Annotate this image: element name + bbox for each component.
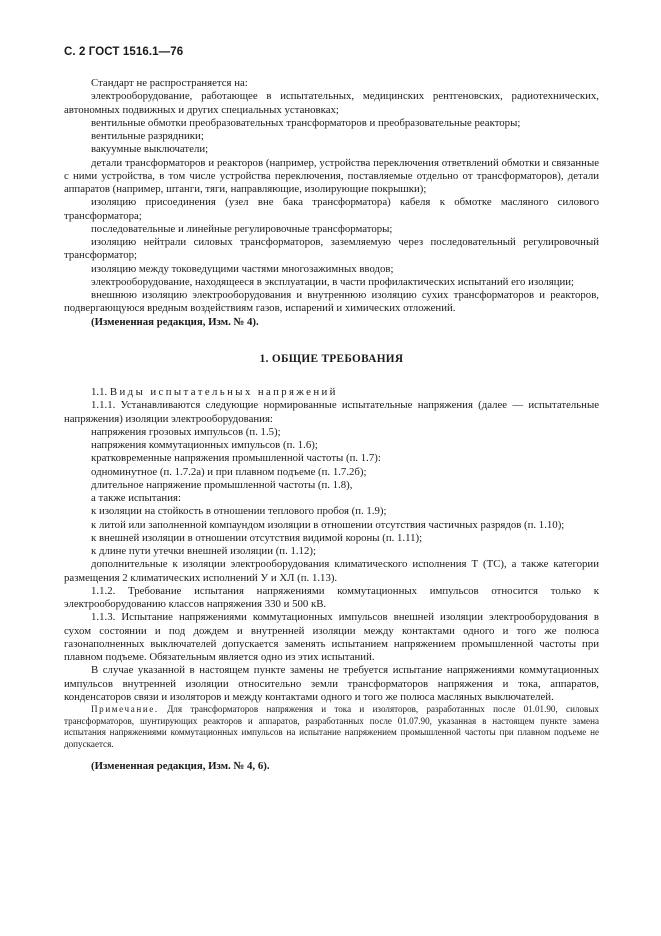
body-paragraph: В случае указанной в настоящем пункте замены не требуется испытание напряжениями коммутационных импульсов внутренней изоляции относительно земли трансформаторов напряжения и тока, аппаратов, конденсаторов связи и изоляторов и между контактами одного и того же полюса масляных выключателей. xyxy=(64,664,599,703)
section-title: 1. ОБЩИЕ ТРЕБОВАНИЯ xyxy=(259,352,404,365)
body-paragraph: кратковременные напряжения промышленной частоты (п. 1.7): xyxy=(91,452,381,465)
body-paragraph: к длине пути утечки внешней изоляции (п. 1.12); xyxy=(91,545,316,557)
intro-paragraph: детали трансформаторов и реакторов (например, устройства переключения ответвлений обмотки и связанные с ними устройства, в том числе устройства переключения, поставляемые отдельно от трансформаторов), детали аппаратов (например, штанги, тяги, направляющие, изолирующие покрышки); xyxy=(64,156,599,195)
intro-paragraph: изоляцию нейтрали силовых трансформаторов, заземляемую через последовательный регулировочный трансформатор; xyxy=(64,236,599,262)
intro-paragraph: электрооборудование, находящееся в эксплуатации, в части профилактических испытаний его изоляции; xyxy=(91,275,575,288)
intro-paragraph: вентильные разрядники; xyxy=(91,130,204,142)
page-header: С. 2 ГОСТ 1516.1—76 xyxy=(64,46,184,58)
subsection-heading xyxy=(64,386,599,399)
body-paragraph: а также испытания: xyxy=(91,492,181,504)
body-paragraph: к литой или заполненной компаундом изоляции в отношении отсутствия частичных разрядов (п. 1.10); xyxy=(91,518,565,531)
intro-paragraph: Стандарт не распространяется на: xyxy=(91,77,248,89)
body-paragraph: 1.1.3. Испытание напряжениями коммутационных импульсов внешней изоляции электрооборудования в сухом состоянии и под дождем и внутренней изоляции между контактами одного и того же полюса газонаполненных выключателей допускается заменять испытанием напряжением промышленной частоты при плавном подъеме. Обязательным является одно из этих испытаний. xyxy=(64,611,599,663)
intro-paragraph: изоляцию между токоведущими частями многозажимных вводов; xyxy=(91,262,394,275)
note-label: Примечание. xyxy=(91,704,159,714)
note-paragraph xyxy=(64,704,599,750)
body-paragraph: 1.1.1. Устанавливаются следующие нормированные испытательные напряжения (далее — испытательные напряжения) изоляции электрооборудования: xyxy=(64,399,599,425)
body-paragraph: дополнительные к изоляции электрооборудования климатического исполнения Т (ТС), а также категории размещения 2 климатических исполнений У и ХЛ (п. 1.13). xyxy=(64,558,599,584)
intro-paragraph: вентильные обмотки преобразовательных трансформаторов и преобразовательные реакторы; xyxy=(91,116,521,129)
body-paragraph: напряжения коммутационных импульсов (п. 1.6); xyxy=(91,439,318,451)
subsection-title: Виды испытательных напряжений xyxy=(109,386,338,398)
body-paragraph: одноминутное (п. 1.7.2а) и при плавном подъеме (п. 1.7.2б); xyxy=(91,465,367,478)
subsection-number: 1.1. xyxy=(91,386,108,398)
page-content xyxy=(64,77,599,773)
intro-paragraph: электрооборудование, работающее в испытательных, медицинских рентгеновских, радиотехнических, автономных подвижных и других специальных установках; xyxy=(64,90,599,116)
body-paragraph: 1.1.2. Требование испытания напряжениями коммутационных импульсов относится только к электрооборудованию классов напряжения 330 и 500 кВ. xyxy=(64,584,599,610)
intro-paragraph: вакуумные выключатели; xyxy=(91,143,209,156)
intro-paragraph: внешнюю изоляцию электрооборудования и внутреннюю изоляцию сухих трансформаторов и реакторов, подвергающуюся вредным воздействиям газов, испарений и химических отложений. xyxy=(64,289,599,315)
edit-note: (Измененная редакция, Изм. № 4). xyxy=(91,315,259,328)
body-paragraph: к изоляции на стойкость в отношении теплового пробоя (п. 1.9); xyxy=(91,505,387,518)
body-paragraph: к внешней изоляции в отношении отсутствия видимой короны (п. 1.11); xyxy=(91,531,423,544)
note-text: Для трансформаторов напряжения и тока и изоляторов, разработанных после 01.01.90, силовых трансформаторов, шунтирующих реакторов и аппаратов, разработанных после 01.07.90, указанная в настоящем пункте замена испытания напряжениями коммутационных импульсов на испытание напряжением промышленной частоты при плавном подъеме не допускается. xyxy=(64,704,599,749)
body-paragraph: длительное напряжение промышленной частоты (п. 1.8), xyxy=(91,478,353,491)
final-edit-note: (Измененная редакция, Изм. № 4, 6). xyxy=(91,760,270,772)
intro-paragraph: изоляцию присоединения (узел вне бака трансформатора) кабеля к обмотке масляного силового трансформатора; xyxy=(64,196,599,222)
intro-paragraph: последовательные и линейные регулировочные трансформаторы; xyxy=(91,222,393,235)
body-paragraph: напряжения грозовых импульсов (п. 1.5); xyxy=(91,425,281,438)
